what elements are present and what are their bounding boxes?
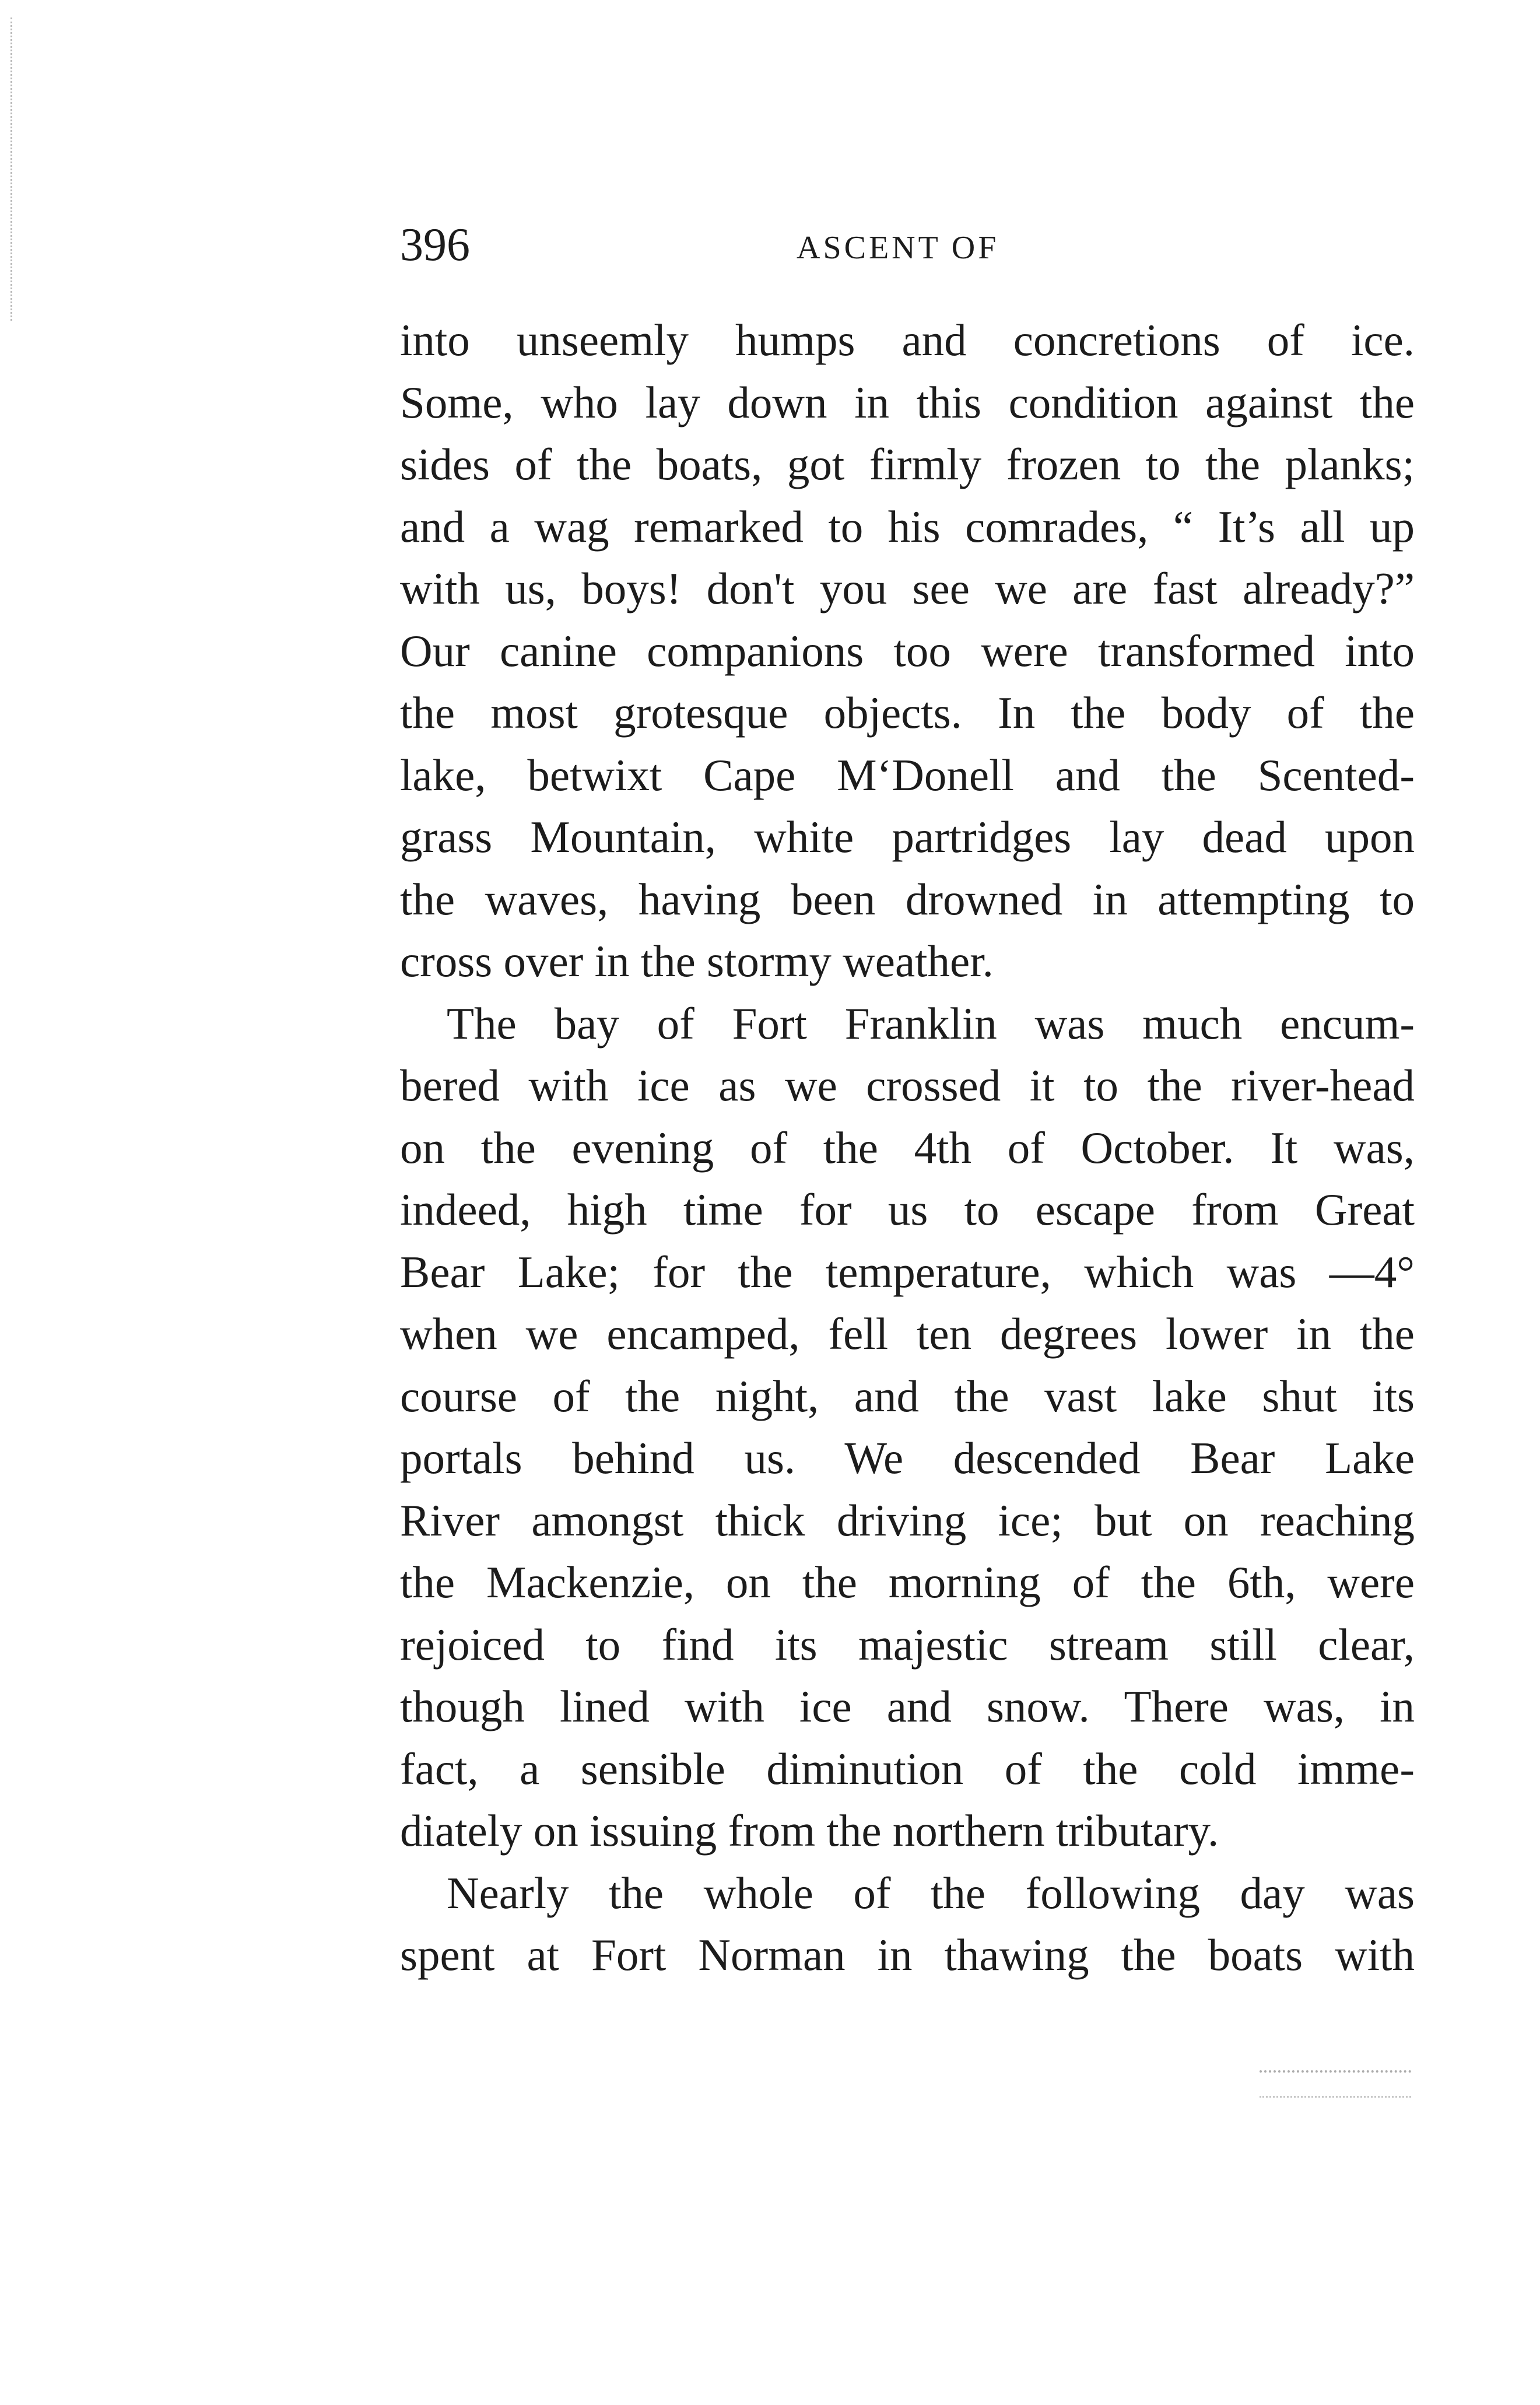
running-title: ASCENT OF [797, 230, 999, 266]
text-line: Nearly the whole of the following day was [447, 1867, 1415, 1918]
text-line: and a wag remarked to his comrades, “ It’s all up [400, 501, 1415, 552]
text-line: bered with ice as we crossed it to the river-head [400, 1060, 1415, 1110]
text-line: sides of the boats, got firmly frozen to the planks; [400, 439, 1415, 489]
text-line: course of the night, and the vast lake shut its [400, 1370, 1415, 1421]
text-line: Some, who lay down in this condition against the [400, 377, 1415, 427]
text-line: the most grotesque objects. In the body of the [400, 688, 1415, 738]
text-line: on the evening of the 4th of October. It was, [400, 1122, 1415, 1173]
text-line: cross over in the stormy weather. [400, 936, 994, 986]
text-line: with us, boys! don't you see we are fast already?” [400, 563, 1415, 613]
paragraph-2 [400, 993, 1415, 1862]
text-line: into unseemly humps and concretions of ice. [400, 315, 1415, 365]
text-line: the waves, having been drowned in attempting to [400, 874, 1415, 924]
running-head [400, 213, 1415, 277]
text-line: lake, betwixt Cape M‘Donell and the Scented- [400, 749, 1415, 800]
text-line: spent at Fort Norman in thawing the boats with [400, 1930, 1415, 1980]
paragraph-3 [400, 1862, 1415, 1986]
text-line: grass Mountain, white partridges lay dead upon [400, 812, 1415, 862]
body-text [400, 309, 1415, 1986]
text-line: The bay of Fort Franklin was much encum- [447, 998, 1415, 1049]
text-line: indeed, high time for us to escape from Great [400, 1184, 1415, 1235]
text-line: portals behind us. We descended Bear Lake [400, 1433, 1415, 1483]
paragraph-1 [400, 309, 1415, 993]
print-smudge [1260, 2070, 1411, 2098]
text-line: diately on issuing from the northern tributary. [400, 1805, 1219, 1856]
text-line: Bear Lake; for the temperature, which was —4° [400, 1246, 1415, 1297]
text-line: Our canine companions too were transformed into [400, 625, 1415, 676]
text-line: the Mackenzie, on the morning of the 6th, were [400, 1557, 1415, 1607]
text-line: though lined with ice and snow. There was, in [400, 1681, 1415, 1731]
text-line: River amongst thick driving ice; but on reaching [400, 1495, 1415, 1545]
text-line: when we encamped, fell ten degrees lower in the [400, 1309, 1415, 1359]
text-line: rejoiced to find its majestic stream still clear, [400, 1619, 1415, 1670]
page-edge-marks [10, 17, 16, 321]
page-number: 396 [400, 219, 470, 271]
text-line: fact, a sensible diminution of the cold imme- [400, 1743, 1415, 1794]
